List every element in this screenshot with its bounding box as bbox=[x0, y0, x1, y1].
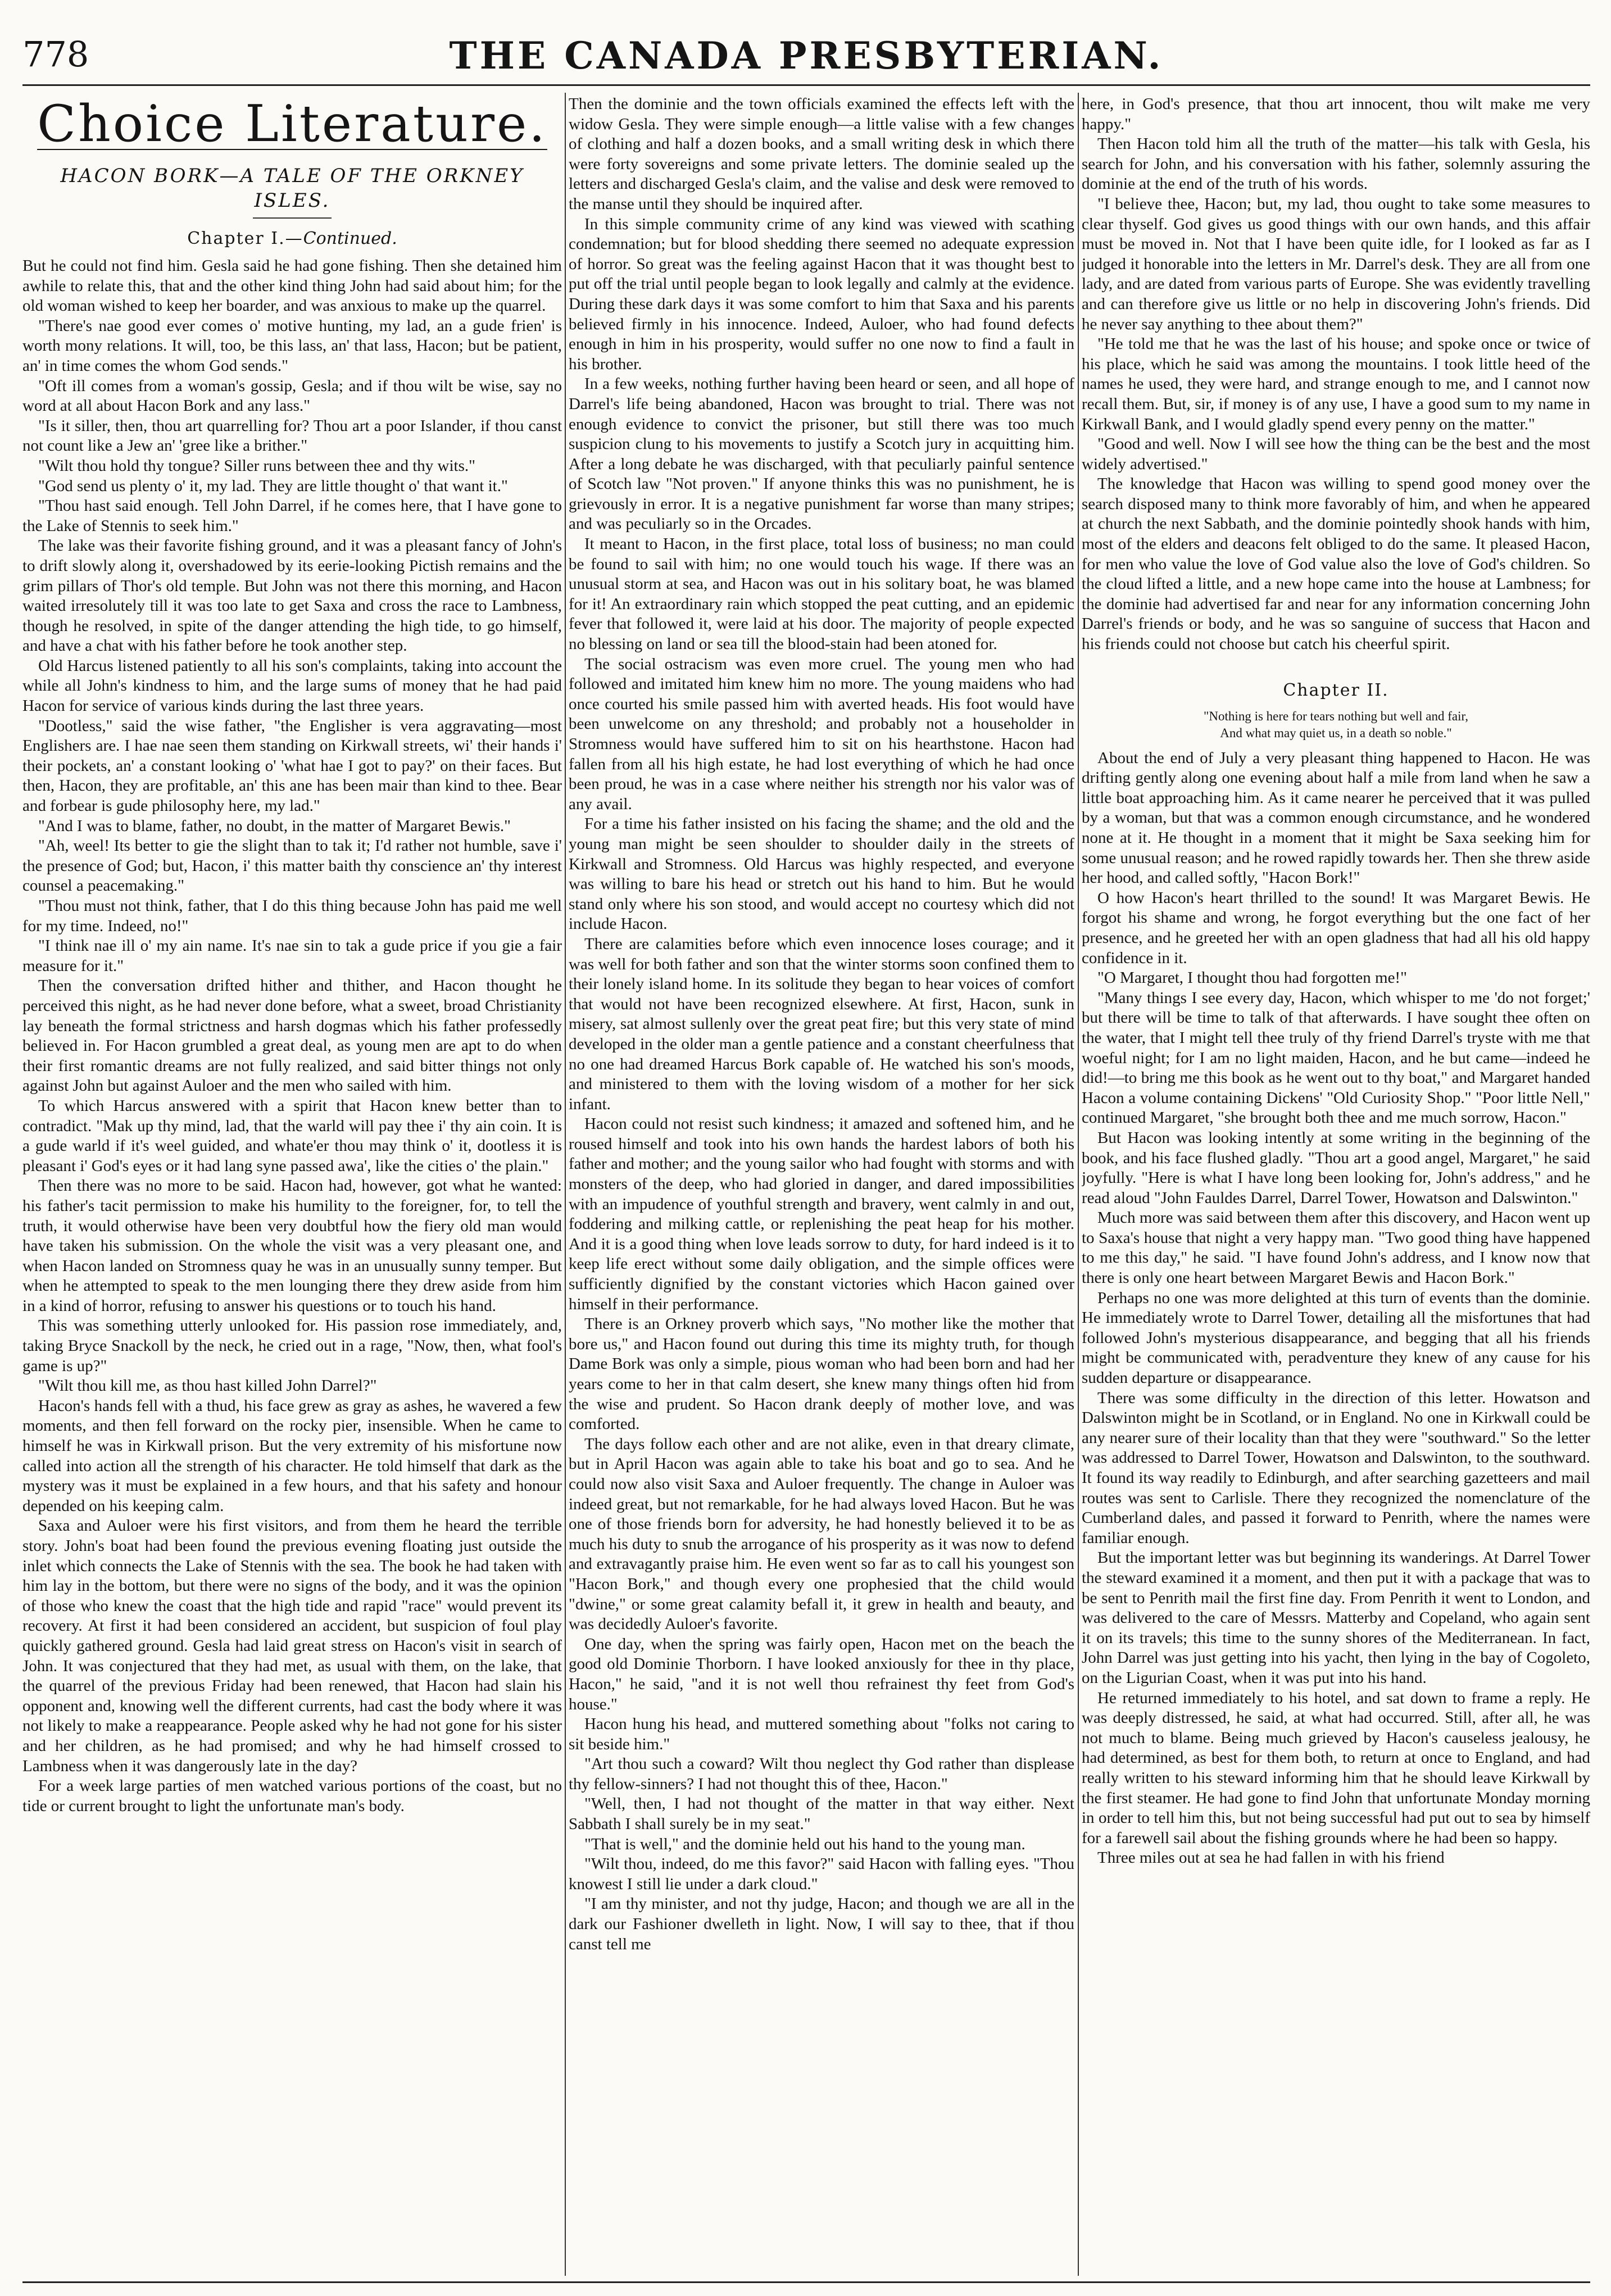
paragraph: The knowledge that Hacon was willing to spend good money over the search disposed many to think more favorably of him, and when he appeared at church the next Sabbath, and the dominie pointedly shook hands with him, most of the elders and deacons felt obliged to do the same. It pleased Hacon, for men who value the love of God value also the love of God's children. So the cloud lifted a little, and a new hope came into the house at Lambness; for the dominie had advertised far and near for any information concerning John Darrel's friends or body, and he was so sanguine of success that Hacon and his friends could not choose but catch his cheerful spirit. bbox=[1082, 475, 1590, 654]
story-title-line-2: ISLES. bbox=[254, 189, 330, 212]
column-2-body bbox=[569, 94, 1074, 1954]
paragraph: "Is it siller, then, thou art quarrelling for? Thou art a poor Islander, if thou canst not count like a Jew an' 'gree like a brither." bbox=[22, 416, 562, 455]
column-1-body bbox=[22, 256, 562, 1816]
paragraph: But the important letter was but beginning its wanderings. At Darrel Tower the steward examined it a moment, and then put it with a package that was to be sent to Penrith mail the first fine day. From Penrith it went to London, and was delivered to the care of Messrs. Matterby and Copeland, who again sent it on its travels; this time to the sunny shores of the Mediterranean. In fact, John Darrel was just getting into his yacht, then lying in the bay of Cogoleto, on the Ligurian Coast, when it was put into his hand. bbox=[1082, 1549, 1590, 1687]
paragraph: Hacon's hands fell with a thud, his face grew as gray as ashes, he wavered a few moments, and then fell forward on the rocky pier, insensible. When he came to himself he was in Kirkwall prison. But the very extremity of his misfortune now called into action all the strength of his character. He told himself that dark as the mystery was it must be explained in a few hours, and that his safety and honour depended on his keeping calm. bbox=[22, 1396, 562, 1515]
paragraph: Then the conversation drifted hither and thither, and Hacon thought he perceived this night, as he had never done before, what a sweet, broad Christianity lay beneath the formal strictness and harsh dogmas which his father professedly believed in. For Hacon grumbled a great deal, as young men are apt to do when their first romantic dreams are not fully realized, and said bitter things not only against John but against Auloer and the men who sailed with him. bbox=[22, 977, 562, 1095]
paragraph: To which Harcus answered with a spirit that Hacon knew better than to contradict. "Mak up thy mind, lad, that the warld will pay thee i' thy ain coin. It is a gude warld if it's weel guided, and whate'er thou may think o' it, dootless it is pleasant i' God's eyes or it had lang syne passed awa', like the cities o' the plain." bbox=[22, 1096, 562, 1175]
paragraph: "Dootless," said the wise father, "the Englisher is vera aggravating—most Englishers are. I hae nae seen them standing on Kirkwall streets, wi' their hands i' their pockets, an' a constant looking o' 'what hae I got to pay?' on their faces. But then, Hacon, they are profitable, an' this ane has been mair than kind to thee. Bear and forbear is gude philosophy here, my lad." bbox=[22, 716, 562, 815]
paragraph: But he could not find him. Gesla said he had gone fishing. Then she detained him awhile to relate this, that and the other kind thing John had said about him; for the old woman wished to keep her boarder, and was anxious to make up the quarrel. bbox=[22, 257, 562, 315]
epigraph-line-2: And what may quiet us, in a death so noble." bbox=[1220, 725, 1452, 740]
paragraph: Then Hacon told him all the truth of the matter—his talk with Gesla, his search for John, and his conversation with his father, solemnly assuring the dominie at the end of the truth of his words. bbox=[1082, 135, 1590, 193]
paragraph: "Well, then, I had not thought of the matter in that way either. Next Sabbath I shall surely be in my seat." bbox=[569, 1795, 1074, 1834]
paragraph: Then there was no more to be said. Hacon had, however, got what he wanted: his father's tacit permission to make his humility to the foreigner, for, to tell the truth, it would otherwise have been very doubtful how the fiery old man would have taken his submission. On the whole the visit was a very pleasant one, and when Hacon landed on Stromness quay he was in an unusually sunny temper. But when he attempted to speak to the men lounging there they drew aside from him in a kind of horror, refusing to answer his questions or to touch his hand. bbox=[22, 1177, 562, 1315]
paragraph: O how Hacon's heart thrilled to the sound! It was Margaret Bewis. He forgot his shame and wrong, he forgot everything but the one fact of her presence, and he greeted her with an open gladness that had all his old happy confidence in it. bbox=[1082, 888, 1590, 967]
paragraph: "Good and well. Now I will see how the thing can be the best and the most widely advertised." bbox=[1082, 435, 1590, 473]
paragraph: There was some difficulty in the direction of this letter. Howatson and Dalswinton might be in Scotland, or in England. No one in Kirkwall could be any nearer sure of their locality than that they were "southward." So the letter was addressed to Darrel Tower, Howatson and Dalswinton, to the southward. It found its way readily to Edinburgh, and after searching gazetteers and mail routes was sent to Carlisle. There they recognized the nomenclature of the Cumberland dales, and passed it forward to Penrith, where the names were familiar enough. bbox=[1082, 1389, 1590, 1547]
paragraph: Perhaps no one was more delighted at this turn of events than the dominie. He immediately wrote to Darrel Tower, detailing all the misfortunes that had followed John's mysterious disappearance, and begging that all his friends might be communicated with, peradventure they knew of any cause for his sudden departure or disappearance. bbox=[1082, 1288, 1590, 1387]
column-2 bbox=[569, 94, 1074, 2272]
paragraph: "Thou hast said enough. Tell John Darrel, if he comes here, that I have gone to the Lake of Stennis to seek him." bbox=[22, 497, 562, 535]
page-number: 778 bbox=[22, 34, 89, 75]
paragraph: here, in God's presence, that thou art innocent, thou wilt make me very happy." bbox=[1082, 95, 1590, 133]
paragraph: The days follow each other and are not alike, even in that dreary climate, but in April Hacon was again able to take his boat and go to sea. And he could now also visit Saxa and Auloer frequently. The change in Auloer was indeed great, but not remarkable, for he had always loved Hacon. But he was one of those friends born for adversity, he had honestly believed it to be as much his duty to snub the arrogance of his prosperity as it was now to defend and extravagantly praise him. He even went so far as to call his youngest son "Hacon Bork," and though every one prophesied that the child would "dwine," or some great calamity befall it, it grew in health and beauty, and was decidedly Auloer's favorite. bbox=[569, 1435, 1074, 1633]
paragraph: In a few weeks, nothing further having been heard or seen, and all hope of Darrel's life being abandoned, Hacon was brought to trial. There was not enough evidence to convict the prisoner, but still there was too much suspicion clung to his movements to justify a Scotch jury in acquitting him. After a long debate he was discharged, with that peculiarly painful sentence of Scotch law "Not proven." If anyone thinks this was no punishment, he is grievously in error. It is a negative punishment far worse than many stripes; and was peculiarly so in the Orcades. bbox=[569, 375, 1074, 533]
header-rule bbox=[22, 84, 1590, 86]
paragraph: There is an Orkney proverb which says, "No mother like the mother that bore us," and Hacon found out during this time its mighty truth, for though Dame Bork was only a simple, pious woman who had been born and had her years come to her in that calm desert, she knew many things often hid from the wise and prudent. So Hacon drank deeply of mother love, and was comforted. bbox=[569, 1315, 1074, 1433]
column-divider bbox=[565, 93, 566, 2276]
paragraph: "He told me that he was the last of his house; and spoke once or twice of his place, which he said was among the mountains. I took little heed of the names he used, they were hard, and strange enough to me, and I cannot now recall them. But, sir, if money is of any use, I have a good sum to my name in Kirkwall Bank, and I would gladly spend every penny on the matter." bbox=[1082, 335, 1590, 433]
chapter-2-heading: Chapter II. bbox=[1283, 680, 1389, 700]
paragraph: "Wilt thou, indeed, do me this favor?" said Hacon with falling eyes. "Thou knowest I still lie under a dark cloud." bbox=[569, 1855, 1074, 1893]
paragraph: "Ah, weel! Its better to gie the slight than to tak it; I'd rather not humble, save i' the presence of God; but, Hacon, i' this matter baith thy conscience an' thy interest counsel a peacemaking." bbox=[22, 837, 562, 895]
paragraph: "Thou must not think, father, that I do this thing because John has paid me well for my time. Indeed, no!" bbox=[22, 897, 562, 935]
paragraph: For a time his father insisted on his facing the shame; and the old and the young man might be seen shoulder to shoulder daily in the streets of Kirkwall and Stromness. Old Harcus was highly respected, and everyone was willing to bare his head or stretch out his hand to him. But he would stand only where his son stood, and would accept no courtesy which did not include Hacon. bbox=[569, 815, 1074, 933]
paragraph: Three miles out at sea he had fallen in with his friend bbox=[1097, 1849, 1445, 1867]
column-1 bbox=[22, 94, 562, 2272]
paragraph: One day, when the spring was fairly open, Hacon met on the beach the good old Dominie Thorborn. I have looked anxiously for thee in thy place, Hacon," he said, "and it is not well thou refrainest thy feet from God's house." bbox=[569, 1635, 1074, 1713]
column-3-body bbox=[1082, 94, 1590, 655]
paragraph: Hacon hung his head, and muttered something about "folks not caring to sit beside him." bbox=[569, 1715, 1074, 1753]
paragraph: "O Margaret, I thought thou had forgotten me!" bbox=[1097, 969, 1407, 987]
paragraph: "Wilt thou hold thy tongue? Siller runs between thee and thy wits." bbox=[38, 456, 475, 475]
paragraph: Much more was said between them after this discovery, and Hacon went up to Saxa's house that night a very happy man. "Two good thing have happened to me this day," he said. "I have found John's address, and I know now that there is only one heart between Margaret Bewis and Hacon Bork." bbox=[1082, 1209, 1590, 1287]
paragraph: In this simple community crime of any kind was viewed with scathing condemnation; but for blood shedding there seemed no adequate expression of horror. So great was the feeling against Hacon that it was thought best to put off the trial until people began to look legally and calmly at the evidence. During these dark days it was some comfort to him that Saxa and his parents believed firmly in his innocence. Indeed, Auloer, who had found defects enough in him in his prosperity, would suffer no one now to find a fault in his brother. bbox=[569, 215, 1074, 373]
paragraph: "I believe thee, Hacon; but, my lad, thou ought to take some measures to clear thyself. God gives us good things with our own hands, and this affair must be moved in. Not that I have been quite idle, for I looked as far as I judged it honorable into the letters in Mr. Darrel's desk. They are all from one lady, and are dated from various parts of Europe. She was evidently travelling and can therefore give us little or no help in discovering John's friends. Did he never say anything to thee about them?" bbox=[1082, 194, 1590, 333]
story-title bbox=[22, 164, 562, 213]
paragraph: "That is well," and the dominie held out his hand to the young man. bbox=[584, 1835, 1025, 1853]
journal-title: THE CANADA PRESBYTERIAN. bbox=[449, 34, 1164, 78]
paragraph: But Hacon was looking intently at some writing in the beginning of the book, and his face flushed gladly. "Thou art a good angel, Margaret," he said joyfully. "Here is what I have long been looking for, John's address," and he read aloud "John Fauldes Darrel, Darrel Tower, Howatson and Dalswinton." bbox=[1082, 1128, 1590, 1207]
page-header bbox=[22, 34, 1590, 84]
paragraph: He returned immediately to his hotel, and sat down to frame a reply. He was deeply distressed, he said, at what had occurred. Still, after all, he was not much to blame. Being much grieved by Hacon's causeless jealousy, he had determined, as best for them both, to return at once to England, and had really written to his steward informing him that he should leave Kirkwall by the first steamer. He had gone to find John that unfortunate Monday morning in order to tell him this, but not being successful had put out to sea by himself for a farewell sail about the fishing grounds where he had been so happy. bbox=[1082, 1689, 1590, 1847]
paragraph: Saxa and Auloer were his first visitors, and from them he heard the terrible story. John's boat had been found the previous evening floating just outside the inlet which connects the Lake of Stennis with the sea. The book he had taken with him lay in the bottom, but there were no signs of the body, and it was the opinion of those who knew the coast that the high tide and rapid "race" would prevent its recovery. At first it had been considered an accident, but suspicion of foul play quickly gathered ground. Gesla had laid great stress on Hacon's visit in search of John. It was conjectured that they had met, as usual with them, on the lake, that the quarrel of the previous Friday had been renewed, that Hacon had slain his opponent and, knowing well the different currents, had cast the body where it was not likely to make a reappearance. People asked why he had not gone for his sister and her children, as he had promised; and why he had himself crossed to Lambness when it was dangerously late in the day? bbox=[22, 1517, 562, 1775]
paragraph: Then the dominie and the town officials examined the effects left with the widow Gesla. They were simple enough—a little valise with a few changes of clothing and half a dozen books, and a small writing desk in which there were forty sovereigns and some private letters. The dominie sealed up the letters and discharged Gesla's claim, and the valise and desk were removed to the manse until they should be inquired after. bbox=[569, 95, 1074, 213]
paragraph: About the end of July a very pleasant thing happened to Hacon. He was drifting gently along one evening about half a mile from land when he saw a little boat approaching him. As it came nearer he perceived that it was pulled by a woman, but that was a common enough circumstance, and he wondered none at it. He thought in a moment that it might be Saxa seeking him for some unusual reason; and he rowed rapidly towards her. Then she threw aside her hood, and called softly, "Hacon Bork!" bbox=[1082, 748, 1590, 887]
paragraph: "Wilt thou kill me, as thou hast killed John Darrel?" bbox=[38, 1377, 377, 1395]
paragraph: Hacon could not resist such kindness; it amazed and softened him, and he roused himself and took into his own hands the hardest labors of both his father and mother; and the young sailor who had fought with storms and with monsters of the deep, who had gloried in danger, and dared impossibilities with an impudence of youthful strength and bravery, went calmly in and out, foddering and milking cattle, or replenishing the peat heap for his mother. And it is a good thing when love leads sorrow to duty, for hard indeed is it to keep life erect without some daily obligation, and the simple offices were sufficiently dignified by the constant victories which Hacon gained over himself in their performance. bbox=[569, 1115, 1074, 1313]
paragraph: Old Harcus listened patiently to all his son's complaints, taking into account the while all John's kindness to him, and the large sums of money that he had paid Hacon for service of various kinds during the last three years. bbox=[22, 656, 562, 715]
chapter-heading bbox=[22, 229, 562, 248]
chapter-label: Chapter I.— bbox=[187, 229, 303, 248]
paragraph: "God send us plenty o' it, my lad. They are little thought o' that want it." bbox=[38, 477, 508, 495]
paragraph: "There's nae good ever comes o' motive hunting, my lad, an a gude frien' is worth mony relations. It will, too, be this lass, an' that lass, Hacon; but be patient, an' in time comes the whom God sends." bbox=[22, 316, 562, 375]
paragraph: "And I was to blame, father, no doubt, in the matter of Margaret Bewis." bbox=[38, 816, 511, 835]
paragraph: "I am thy minister, and not thy judge, Hacon; and though we are all in the dark our Fashioner dwelleth in light. Now, I will say to thee, that if thou canst tell me bbox=[569, 1895, 1074, 1953]
title-rule bbox=[253, 217, 332, 219]
column-3 bbox=[1082, 94, 1590, 2272]
paragraph: It meant to Hacon, in the first place, total loss of business; no man could be found to sail with him; no one would touch his wage. If there was an unusual storm at sea, and Hacon was out in his solitary boat, he was blamed for it! An extraordinary rain which stopped the peat cutting, and an epidemic fever that followed it, were laid at his door. The majority of people expected no blessing on land or sea till the blood-stain had been atoned for. bbox=[569, 535, 1074, 654]
paragraph: "Art thou such a coward? Wilt thou neglect thy God rather than displease thy fellow-sinners? I had not thought this of thee, Hacon." bbox=[569, 1755, 1074, 1793]
epigraph-line-1: "Nothing is here for tears nothing but well and fair, bbox=[1204, 709, 1468, 723]
paragraph: This was something utterly unlooked for. His passion rose immediately, and, taking Bryce Snackoll by the neck, he cried out in a rage, "Now, then, what fool's game is up?" bbox=[22, 1317, 562, 1375]
section-title: Choice Literature. bbox=[37, 94, 547, 153]
paragraph: The lake was their favorite fishing ground, and it was a pleasant fancy of John's to drift slowly along it, overshadowed by its eerie-looking Pictish remains and the grim pillars of Thor's old temple. But John was not there this morning, and Hacon waited irresolutely till it was too late to get Saxa and cross the race to Lambness, though he resolved, in spite of the danger attending the high tide, to go himself, and have a chat with his father before he took another step. bbox=[22, 537, 562, 655]
chapter-continued: Continued. bbox=[303, 229, 397, 248]
column-divider bbox=[1078, 93, 1079, 2276]
paragraph: "I think nae ill o' my ain name. It's nae sin to tak a gude price if you gie a fair measure for it." bbox=[22, 937, 562, 975]
story-title-line-1: HACON BORK—A TALE OF THE ORKNEY bbox=[60, 165, 524, 187]
footer-rule bbox=[22, 2281, 1590, 2283]
paragraph: "Many things I see every day, Hacon, which whisper to me 'do not forget;' but there will be time to talk of that afterwards. I have sought thee often on the water, that I might tell thee truly of thy friend Darrel's tryste with me that woeful night; for I am no light maiden, Hacon, and he but came—indeed he did!—to bring me this book as he went out to thy boat," and Margaret handed Hacon a volume containing Dickens' "Old Curiosity Shop." "Poor little Nell," continued Margaret, "she brought both thee and me much sorrow, Hacon." bbox=[1082, 988, 1590, 1127]
paragraph: The social ostracism was even more cruel. The young men who had followed and imitated him knew him no more. The young maidens who had once courted his smile passed him with averted heads. His foot would have been unwelcome on any threshold; and probably not a householder in Stromness would have suffered him to sit on his hearthstone. Hacon had fallen from all his high estate, he had lost everything of which he had once been proud, he was in a case where neither his strength nor his valor was of any avail. bbox=[569, 655, 1074, 813]
column-3-body-continued bbox=[1082, 748, 1590, 1868]
paragraph: There are calamities before which even innocence loses courage; and it was well for both father and son that the winter storms soon confined them to their lonely island home. In its solitude they began to hear voices of comfort that would not have been recognized elsewhere. At first, Hacon, sunk in misery, sat almost sullenly over the great peat fire; but this very state of mind developed in the older man a gentle patience and a constant cheerfulness that no one had dreamed Harcus Bork capable of. He watched his son's moods, and ministered to them with the loving wisdom of a mother for her sick infant. bbox=[569, 934, 1074, 1113]
paragraph: For a week large parties of men watched various portions of the coast, but no tide or current brought to light the unfortunate man's body. bbox=[22, 1777, 562, 1815]
paragraph: "Oft ill comes from a woman's gossip, Gesla; and if thou wilt be wise, say no word at all about Hacon Bork and any lass." bbox=[22, 376, 562, 415]
